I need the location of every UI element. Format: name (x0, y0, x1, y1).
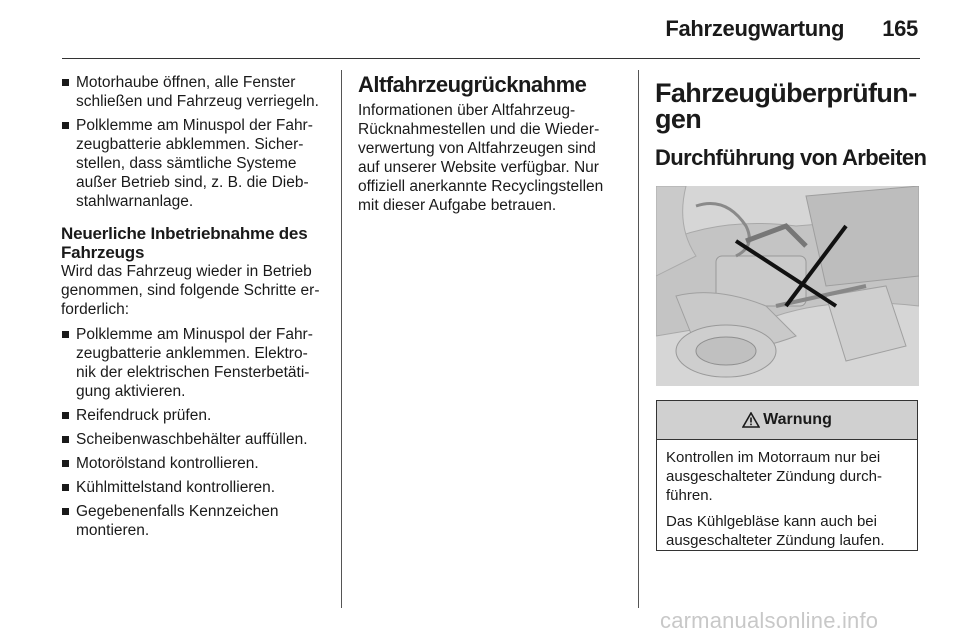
list-item: Polklemme am Minuspol der Fahr-zeugbatterie abklemmen. Sicher-stellen, dass sämtliche Systeme außer Betrieb sind, z. B. die Dieb-stahlwarnanlage. (61, 116, 327, 211)
warning-text: Das Kühlgebläse kann auch bei ausgeschalteter Zündung laufen. (666, 513, 885, 549)
warning-title: Warnung (763, 411, 832, 428)
bullet-list (61, 325, 327, 540)
section-heading: Altfahrzeugrücknahme (358, 72, 587, 97)
engine-bay-illustration (656, 186, 919, 386)
list-item: Kühlmittelstand kontrollieren. (61, 478, 327, 497)
list-item: Scheibenwaschbehälter auffüllen. (61, 430, 327, 449)
column-divider (638, 70, 639, 608)
chapter-title: Fahrzeugwartung (665, 16, 845, 41)
warning-body (657, 440, 917, 550)
page-header (665, 16, 918, 42)
column-divider (341, 70, 342, 608)
warning-box (656, 400, 918, 551)
warning-text: Kontrollen im Motorraum nur bei ausgeschalteter Zündung durch-führen. (666, 449, 882, 504)
warning-header (657, 401, 917, 440)
section-heading: Fahrzeugüberprüfun-gen (655, 78, 917, 134)
column-middle (358, 73, 620, 215)
list-item: Polklemme am Minuspol der Fahr-zeugbatterie anklemmen. Elektro-nik der elektrischen Fensterbetäti-gung aktivieren. (61, 325, 327, 401)
list-item: Motorhaube öffnen, alle Fenster schließen und Fahrzeug verriegeln. (61, 73, 327, 111)
section-subheading: Neuerliche Inbetriebnahme des Fahrzeugs (61, 224, 308, 262)
section-subheading: Durchführung von Arbeiten (655, 145, 927, 170)
watermark: carmanualsonline.info (660, 608, 879, 633)
bullet-list (61, 73, 327, 211)
header-rule (62, 58, 920, 59)
paragraph: Informationen über Altfahrzeug-Rücknahmestellen und die Wieder-verwertung von Altfahrzeugen sind auf unserer Website verfügbar. Nur offiziell anerkannte Recyclingstellen mit dieser Aufgabe betrauen. (358, 102, 604, 214)
paragraph: Wird das Fahrzeug wieder in Betrieb genommen, sind folgende Schritte er-forderlich: (61, 263, 320, 318)
list-item: Motorölstand kontrollieren. (61, 454, 327, 473)
list-item: Gegebenenfalls Kennzeichen montieren. (61, 502, 327, 540)
warning-triangle-icon (742, 412, 760, 428)
column-right (655, 78, 927, 170)
page-number: 165 (882, 16, 918, 41)
column-left (61, 73, 327, 545)
list-item: Reifendruck prüfen. (61, 406, 327, 425)
engine-image (656, 186, 919, 386)
